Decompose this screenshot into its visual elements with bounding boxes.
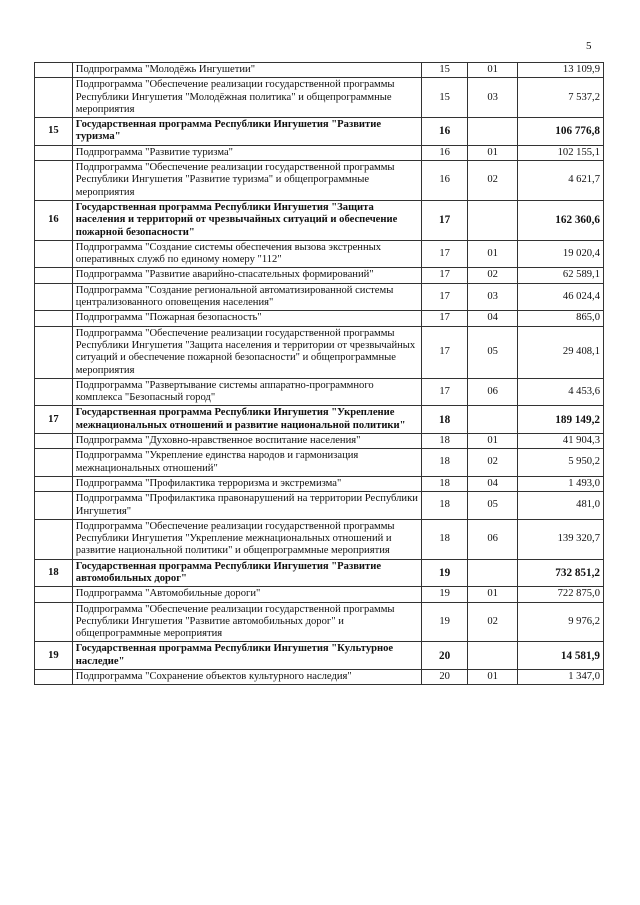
program-code-cell: 17 [422, 326, 468, 378]
program-code-cell: 18 [422, 492, 468, 520]
program-code-cell: 18 [422, 519, 468, 559]
subprogram-row [35, 283, 604, 311]
subprogram-code-cell: 01 [468, 240, 518, 268]
row-name-cell: Подпрограмма "Пожарная безопасность" [72, 311, 421, 326]
row-number-cell [35, 63, 73, 78]
row-name-cell: Государственная программа Республики Ингушетия "Укрепление межнациональных отношений и развитие национальной политики" [72, 406, 421, 434]
row-name-cell: Подпрограмма "Автомобильные дороги" [72, 587, 421, 602]
row-name-cell: Подпрограмма "Профилактика терроризма и экстремизма" [72, 476, 421, 491]
subprogram-code-cell: 02 [468, 161, 518, 201]
subprogram-code-cell: 01 [468, 587, 518, 602]
subprogram-code-cell [468, 642, 518, 670]
amount-cell: 189 149,2 [518, 406, 604, 434]
program-code-cell: 20 [422, 670, 468, 685]
program-code-cell: 17 [422, 200, 468, 240]
subprogram-code-cell: 05 [468, 326, 518, 378]
row-name-cell: Государственная программа Республики Ингушетия "Развитие туризма" [72, 118, 421, 146]
amount-cell: 14 581,9 [518, 642, 604, 670]
row-number-cell [35, 602, 73, 642]
row-number-cell [35, 492, 73, 520]
row-number-cell [35, 326, 73, 378]
subprogram-code-cell [468, 200, 518, 240]
row-name-cell: Государственная программа Республики Ингушетия "Развитие автомобильных дорог" [72, 559, 421, 587]
subprogram-code-cell: 01 [468, 434, 518, 449]
amount-cell: 102 155,1 [518, 145, 604, 160]
subprogram-row [35, 145, 604, 160]
subprogram-code-cell [468, 559, 518, 587]
program-code-cell: 18 [422, 434, 468, 449]
subprogram-row [35, 587, 604, 602]
row-name-cell: Подпрограмма "Профилактика правонарушений на территории Республики Ингушетия" [72, 492, 421, 520]
amount-cell: 481,0 [518, 492, 604, 520]
row-number-cell: 18 [35, 559, 73, 587]
row-number-cell [35, 670, 73, 685]
row-number-cell [35, 283, 73, 311]
subprogram-row [35, 311, 604, 326]
program-code-cell: 17 [422, 378, 468, 406]
program-code-cell: 15 [422, 63, 468, 78]
program-code-cell: 18 [422, 476, 468, 491]
subprogram-row [35, 326, 604, 378]
subprogram-row [35, 63, 604, 78]
subprogram-row [35, 240, 604, 268]
amount-cell: 19 020,4 [518, 240, 604, 268]
program-code-cell: 16 [422, 118, 468, 146]
subprogram-row [35, 476, 604, 491]
program-row [35, 118, 604, 146]
row-name-cell: Подпрограмма "Сохранение объектов культурного наследия" [72, 670, 421, 685]
amount-cell: 5 950,2 [518, 449, 604, 477]
row-name-cell: Подпрограмма "Обеспечение реализации государственной программы Республики Ингушетия "Укрепление межнациональных отношений и развитие национальной политики" и общепрограммные мероприятия [72, 519, 421, 559]
subprogram-row [35, 268, 604, 283]
row-number-cell [35, 519, 73, 559]
subprogram-code-cell: 02 [468, 268, 518, 283]
amount-cell: 46 024,4 [518, 283, 604, 311]
page-number: 5 [586, 40, 592, 52]
subprogram-code-cell: 01 [468, 670, 518, 685]
subprogram-code-cell: 05 [468, 492, 518, 520]
program-code-cell: 17 [422, 283, 468, 311]
row-name-cell: Подпрограмма "Развитие туризма" [72, 145, 421, 160]
row-number-cell [35, 434, 73, 449]
amount-cell: 106 776,8 [518, 118, 604, 146]
program-code-cell: 18 [422, 449, 468, 477]
budget-table-body [35, 63, 604, 685]
row-name-cell: Подпрограмма "Молодёжь Ингушетии" [72, 63, 421, 78]
row-name-cell: Государственная программа Республики Ингушетия "Защита населения и территорий от чрезвычайных ситуаций и обеспечение пожарной безопасности" [72, 200, 421, 240]
subprogram-code-cell: 03 [468, 283, 518, 311]
row-number-cell: 19 [35, 642, 73, 670]
amount-cell: 13 109,9 [518, 63, 604, 78]
row-number-cell [35, 311, 73, 326]
subprogram-row [35, 519, 604, 559]
amount-cell: 7 537,2 [518, 78, 604, 118]
amount-cell: 162 360,6 [518, 200, 604, 240]
subprogram-code-cell: 06 [468, 519, 518, 559]
program-code-cell: 19 [422, 587, 468, 602]
row-name-cell: Государственная программа Республики Ингушетия "Культурное наследие" [72, 642, 421, 670]
amount-cell: 4 453,6 [518, 378, 604, 406]
amount-cell: 1 347,0 [518, 670, 604, 685]
row-number-cell [35, 268, 73, 283]
row-number-cell [35, 587, 73, 602]
program-code-cell: 19 [422, 559, 468, 587]
subprogram-code-cell: 01 [468, 63, 518, 78]
row-number-cell: 16 [35, 200, 73, 240]
program-code-cell: 16 [422, 161, 468, 201]
subprogram-code-cell: 02 [468, 449, 518, 477]
subprogram-code-cell: 01 [468, 145, 518, 160]
amount-cell: 9 976,2 [518, 602, 604, 642]
subprogram-row [35, 78, 604, 118]
row-number-cell [35, 161, 73, 201]
row-name-cell: Подпрограмма "Создание системы обеспечения вызова экстренных оперативных служб по единому номеру "112" [72, 240, 421, 268]
amount-cell: 865,0 [518, 311, 604, 326]
row-name-cell: Подпрограмма "Развертывание системы аппаратно-программного комплекса "Безопасный город" [72, 378, 421, 406]
amount-cell: 732 851,2 [518, 559, 604, 587]
row-name-cell: Подпрограмма "Обеспечение реализации государственной программы Республики Ингушетия "Защита населения и территории от чрезвычайных ситуаций и обеспечение пожарной безопасности" и общепрограммные мероприятия [72, 326, 421, 378]
row-number-cell: 17 [35, 406, 73, 434]
subprogram-row [35, 602, 604, 642]
subprogram-row [35, 434, 604, 449]
row-name-cell: Подпрограмма "Развитие аварийно-спасательных формирований" [72, 268, 421, 283]
subprogram-code-cell: 03 [468, 78, 518, 118]
row-number-cell [35, 476, 73, 491]
row-number-cell: 15 [35, 118, 73, 146]
amount-cell: 1 493,0 [518, 476, 604, 491]
row-number-cell [35, 145, 73, 160]
program-code-cell: 18 [422, 406, 468, 434]
subprogram-code-cell: 04 [468, 311, 518, 326]
subprogram-code-cell: 04 [468, 476, 518, 491]
program-code-cell: 17 [422, 311, 468, 326]
amount-cell: 139 320,7 [518, 519, 604, 559]
subprogram-row [35, 161, 604, 201]
row-number-cell [35, 449, 73, 477]
row-name-cell: Подпрограмма "Обеспечение реализации государственной программы Республики Ингушетия "Развитие автомобильных дорог" и общепрограммные мероприятия [72, 602, 421, 642]
program-code-cell: 19 [422, 602, 468, 642]
row-name-cell: Подпрограмма "Обеспечение реализации государственной программы Республики Ингушетия "Молодёжная политика" и общепрограммные мероприятия [72, 78, 421, 118]
program-row [35, 642, 604, 670]
row-name-cell: Подпрограмма "Обеспечение реализации государственной программы Республики Ингушетия "Развитие туризма" и общепрограммные мероприятия [72, 161, 421, 201]
program-row [35, 559, 604, 587]
program-code-cell: 17 [422, 240, 468, 268]
row-number-cell [35, 240, 73, 268]
subprogram-row [35, 449, 604, 477]
row-name-cell: Подпрограмма "Духовно-нравственное воспитание населения" [72, 434, 421, 449]
program-code-cell: 16 [422, 145, 468, 160]
program-row [35, 200, 604, 240]
amount-cell: 29 408,1 [518, 326, 604, 378]
amount-cell: 722 875,0 [518, 587, 604, 602]
amount-cell: 4 621,7 [518, 161, 604, 201]
amount-cell: 41 904,3 [518, 434, 604, 449]
amount-cell: 62 589,1 [518, 268, 604, 283]
row-number-cell [35, 378, 73, 406]
subprogram-code-cell: 06 [468, 378, 518, 406]
subprogram-row [35, 492, 604, 520]
program-code-cell: 20 [422, 642, 468, 670]
program-code-cell: 15 [422, 78, 468, 118]
program-row [35, 406, 604, 434]
row-name-cell: Подпрограмма "Создание региональной автоматизированной системы централизованного оповещения населения" [72, 283, 421, 311]
row-name-cell: Подпрограмма "Укрепление единства народов и гармонизация межнациональных отношений" [72, 449, 421, 477]
subprogram-code-cell [468, 406, 518, 434]
subprogram-code-cell [468, 118, 518, 146]
program-code-cell: 17 [422, 268, 468, 283]
budget-table [34, 62, 604, 685]
subprogram-row [35, 670, 604, 685]
subprogram-row [35, 378, 604, 406]
subprogram-code-cell: 02 [468, 602, 518, 642]
row-number-cell [35, 78, 73, 118]
